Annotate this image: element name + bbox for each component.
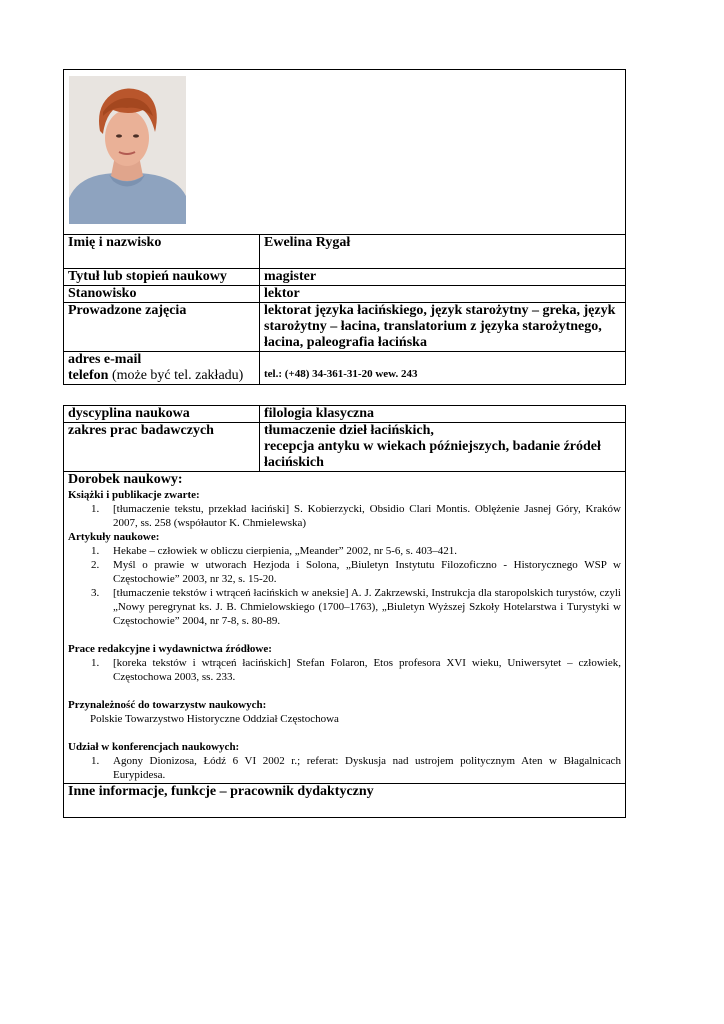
articles-list: [68, 544, 621, 628]
list-item-text: Agony Dionizosa, Łódź 6 VI 2002 r.; referat: Dyskusja nad ustrojem politycznym Aten w Błagalnicach Eurypidesa.: [113, 755, 621, 781]
list-item-number: 1.: [91, 545, 100, 557]
spacer: [68, 628, 621, 642]
email-label: adres e-mail: [68, 352, 142, 367]
phone-label-line: [68, 368, 255, 384]
other-info-heading: Inne informacje, funkcje – pracownik dydaktyczny: [68, 784, 374, 799]
list-item: [68, 754, 621, 782]
title-label: Tytuł lub stopień naukowy: [64, 269, 260, 286]
conferences-list: [68, 754, 621, 782]
list-item: [68, 656, 621, 684]
discipline-value: filologia klasyczna: [260, 406, 626, 423]
list-item-number: 1.: [91, 657, 100, 669]
personal-info-table: [63, 69, 626, 385]
position-label: Stanowisko: [64, 286, 260, 303]
name-label: Imię i nazwisko: [64, 235, 260, 269]
name-value: Ewelina Rygał: [260, 235, 626, 269]
list-item-number: 1.: [91, 755, 100, 767]
classes-label: Prowadzone zajęcia: [64, 303, 260, 352]
discipline-label: dyscyplina naukowa: [64, 406, 260, 423]
list-item: [68, 502, 621, 530]
books-heading: Książki i publikacje zwarte:: [68, 489, 200, 501]
list-item-text: [koreka tekstów i wtrąceń łacińskich] Stefan Folaron, Etos profesora XVI wieku, Uniwersytet – człowiek, Częstochowa 2003, ss. 233.: [113, 657, 621, 683]
editorial-heading: Prace redakcyjne i wydawnictwa źródłowe:: [68, 643, 272, 655]
list-item-number: 2.: [91, 559, 100, 571]
scope-label: zakres prac badawczych: [64, 423, 260, 472]
phone-value: tel.: (+48) 34-361-31-20 wew. 243: [264, 368, 418, 380]
phone-label: telefon: [68, 368, 109, 383]
list-item: [68, 544, 621, 558]
spacer: [68, 684, 621, 698]
societies-value: Polskie Towarzystwo Historyczne Oddział Częstochowa: [90, 713, 339, 725]
spacer: [68, 726, 621, 740]
list-item-text: [tłumaczenie tekstów i wtrąceń łacińskich w aneksie] A. J. Zakrzewski, Instrukcja dla staropolskich turystów, czyli „Nowy peregrynat ks. J. B. Chmielowskiego (1700–1763), „Biuletyn Wyższej Szkoły Hotelarstwa i Turystyki w Częstochowie” 2004, nr 7-8, s. 80-89.: [113, 587, 621, 627]
research-table: [63, 405, 626, 818]
list-item-text: Myśl o prawie w utworach Hezjoda i Solona, „Biuletyn Instytutu Filozoficzno - Historycznego WSP w Częstochowie” 2003, nr 32, s. 15-20.: [113, 559, 621, 585]
scope-line-2: recepcja antyku w wiekach późniejszych, badanie źródeł łacińskich: [264, 439, 601, 470]
books-list: [68, 502, 621, 530]
conferences-heading: Udział w konferencjach naukowych:: [68, 741, 240, 753]
scope-value-cell: [260, 423, 626, 472]
contact-value-cell: [260, 352, 626, 385]
phone-note: (może być tel. zakładu): [108, 368, 244, 383]
list-item-number: 1.: [91, 503, 100, 515]
position-value: lektor: [260, 286, 626, 303]
scope-line-1: tłumaczenie dzieł łacińskich,: [264, 423, 434, 438]
list-item-number: 3.: [91, 587, 100, 599]
classes-value: lektorat języka łacińskiego, język starożytny – greka, język starożytny – łacina, translatorium z języka starożytnego, łacina, paleografia łacińska: [260, 303, 626, 352]
list-item: [68, 586, 621, 628]
achievements-heading: Dorobek naukowy:: [68, 472, 183, 487]
editorial-list: [68, 656, 621, 684]
list-item-text: Hekabe – człowiek w obliczu cierpienia, „Meander” 2002, nr 5-6, s. 403–421.: [113, 545, 457, 557]
list-item-text: [tłumaczenie tekstu, przekład łaciński] S. Kobierzycki, Obsidio Clari Montis. Oblężenie Jasnej Góry, Kraków 2007, ss. 258 (współautor K. Chmielewska): [113, 503, 621, 529]
contact-label-cell: [64, 352, 260, 385]
achievements-cell: [64, 472, 626, 784]
articles-heading: Artykuły naukowe:: [68, 531, 160, 543]
societies-heading: Przynależność do towarzystw naukowych:: [68, 699, 267, 711]
other-info-cell: [64, 784, 626, 818]
list-item: [68, 558, 621, 586]
photo-cell: [64, 70, 626, 235]
title-value: magister: [260, 269, 626, 286]
profile-photo: [69, 76, 186, 224]
